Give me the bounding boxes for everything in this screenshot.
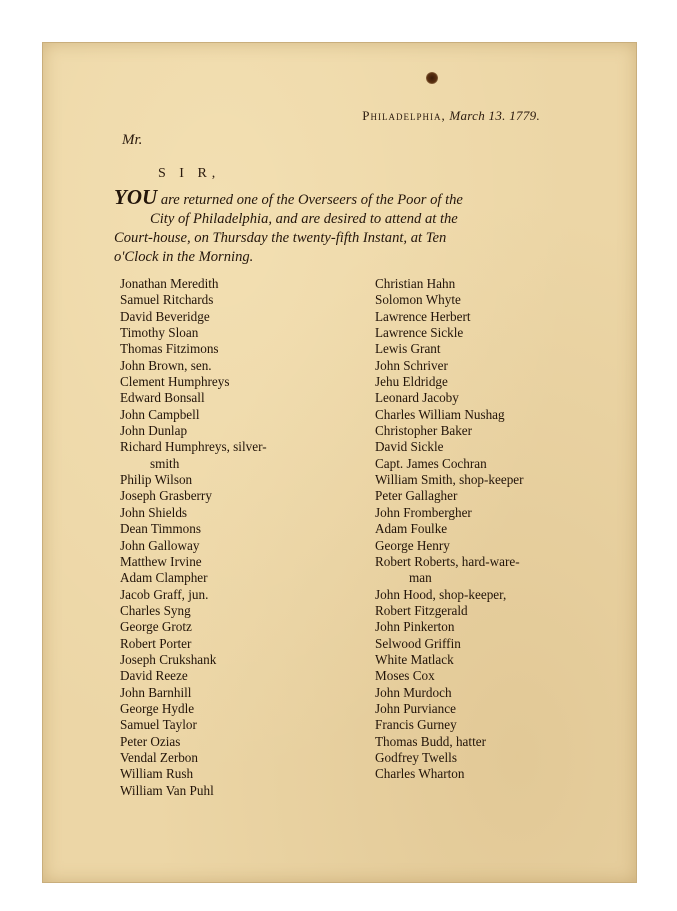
notice-line-4: o'Clock in the Morning.	[114, 249, 254, 265]
sir-greeting: S I R,	[158, 166, 221, 181]
overseer-name: Lawrence Herbert	[375, 308, 471, 324]
overseer-name: George Grotz	[120, 619, 192, 635]
overseer-name: William Rush	[120, 766, 194, 782]
overseer-name: Adam Clampher	[120, 570, 208, 586]
overseer-name: Peter Gallagher	[375, 488, 458, 504]
overseer-name: Thomas Budd, hatter	[375, 733, 486, 749]
names-list-left	[120, 276, 340, 799]
overseer-name: David Reeze	[120, 668, 188, 684]
overseer-name: Jehu Eldridge	[375, 374, 448, 390]
overseer-name: William Van Puhl	[120, 782, 214, 798]
overseer-name: Dean Timmons	[120, 521, 201, 537]
overseer-name: Moses Cox	[375, 668, 435, 684]
overseer-name: Edward Bonsall	[120, 390, 205, 406]
overseer-name: David Sickle	[375, 439, 444, 455]
overseer-name: Vendal Zerbon	[120, 749, 198, 765]
overseer-name: Jonathan Meredith	[120, 276, 219, 291]
overseer-name: John Schriver	[375, 357, 448, 373]
overseer-name: John Purviance	[375, 700, 456, 716]
overseer-name: John Dunlap	[120, 423, 188, 439]
notice-line-2: City of Philadelphia, and are desired to attend at the	[150, 211, 458, 227]
overseer-name: man	[409, 570, 432, 586]
overseer-name: Samuel Ritchards	[120, 292, 214, 308]
overseer-name: John Shields	[120, 504, 188, 520]
overseer-name: Adam Foulke	[375, 521, 448, 537]
overseer-name: Peter Ozias	[120, 733, 181, 749]
dateline	[312, 108, 540, 124]
overseer-name: Robert Porter	[120, 635, 192, 651]
overseer-name: Capt. James Cochran	[375, 455, 487, 471]
overseer-name: Lawrence Sickle	[375, 325, 464, 341]
salutation: Mr.	[122, 132, 143, 148]
overseer-name: Robert Fitzgerald	[375, 602, 468, 618]
notice-line-1	[114, 185, 562, 210]
overseer-name: Timothy Sloan	[120, 325, 199, 341]
overseer-name: John Pinkerton	[375, 619, 455, 635]
overseer-name: John Hood, shop-keeper,	[375, 586, 507, 602]
notice-line-3: Court-house, on Thursday the twenty-fifth Instant, at Ten	[114, 230, 447, 246]
overseer-name: Solomon Whyte	[375, 292, 461, 308]
overseer-name: Selwood Griffin	[375, 635, 461, 651]
overseer-name: John Galloway	[120, 537, 200, 553]
drop-letters: YOU	[114, 185, 158, 209]
dateline-place: Philadelphia,	[362, 108, 446, 123]
overseer-name: Charles Syng	[120, 602, 191, 618]
overseer-name: Jacob Graff, jun.	[120, 586, 209, 602]
overseer-name: Matthew Irvine	[120, 553, 202, 569]
notice-body	[114, 185, 562, 267]
overseer-name: Clement Humphreys	[120, 374, 230, 390]
overseer-name: White Matlack	[375, 651, 454, 667]
overseer-name: John Brown, sen.	[120, 357, 212, 373]
ink-stain	[426, 72, 438, 84]
names-list-right	[375, 276, 615, 783]
overseer-name: Samuel Taylor	[120, 717, 197, 733]
overseer-name: John Murdoch	[375, 684, 452, 700]
overseer-name: George Henry	[375, 537, 450, 553]
overseer-name: Christopher Baker	[375, 423, 473, 439]
overseer-name: Godfrey Twells	[375, 749, 457, 765]
overseer-name: George Hydle	[120, 700, 195, 716]
overseer-name: Robert Roberts, hard-ware-	[375, 553, 520, 569]
overseer-name: William Smith, shop-keeper	[375, 472, 524, 488]
overseer-name: John Campbell	[120, 406, 200, 422]
notice-line-1-text: are returned one of the Overseers of the Poor of the	[157, 192, 463, 208]
overseer-name: John Barnhill	[120, 684, 192, 700]
overseer-name: Philip Wilson	[120, 472, 193, 488]
overseer-name: Charles Wharton	[375, 766, 465, 782]
overseer-name: Thomas Fitzimons	[120, 341, 219, 357]
document-sheet	[42, 42, 637, 883]
overseer-name: Charles William Nushag	[375, 406, 505, 422]
overseer-name: Christian Hahn	[375, 276, 456, 291]
overseer-name: Joseph Grasberry	[120, 488, 212, 504]
overseer-name: Richard Humphreys, silver-	[120, 439, 267, 455]
overseer-name: smith	[150, 455, 180, 471]
dateline-date: March 13. 1779.	[449, 108, 540, 123]
overseer-name: David Beveridge	[120, 308, 210, 324]
overseer-name: Joseph Crukshank	[120, 651, 217, 667]
overseer-name: John Frombergher	[375, 504, 472, 520]
overseer-name: Leonard Jacoby	[375, 390, 459, 406]
overseer-name: Francis Gurney	[375, 717, 457, 733]
overseer-name: Lewis Grant	[375, 341, 441, 357]
